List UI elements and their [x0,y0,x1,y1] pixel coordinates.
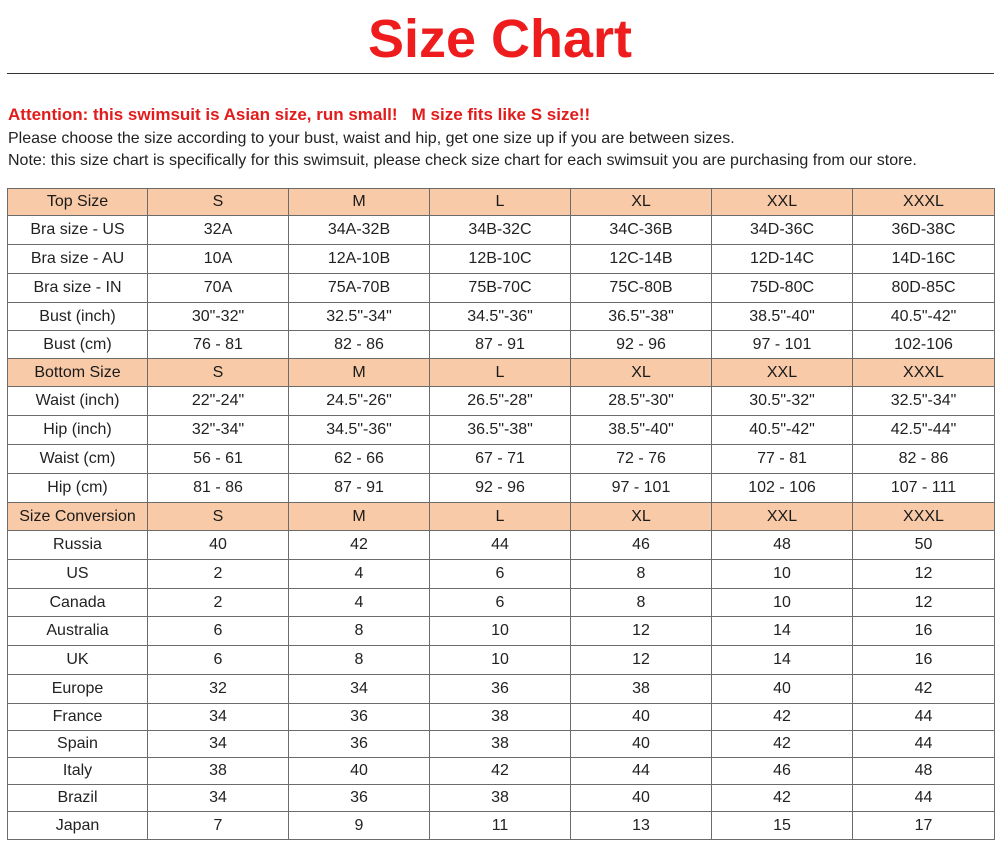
table-cell: 34B-32C [430,216,571,245]
table-cell: 6 [430,589,571,617]
table-cell: 6 [430,560,571,589]
table-cell: 2 [148,560,289,589]
row-label-cell: Waist (cm) [8,445,148,474]
table-cell: 38 [430,704,571,731]
table-row [8,216,995,245]
row-label-cell: US [8,560,148,589]
table-row [8,731,995,758]
table-cell: 10A [148,245,289,274]
table-cell: 4 [289,560,430,589]
table-row [8,245,995,274]
row-label-cell: Bra size - AU [8,245,148,274]
table-cell: 81 - 86 [148,474,289,503]
size-chart-table [7,188,995,840]
table-cell: 22"-24" [148,387,289,416]
table-row [8,758,995,785]
row-label-cell: Bra size - IN [8,274,148,303]
table-row [8,785,995,812]
table-cell: 75D-80C [712,274,853,303]
section-header-cell: Bottom Size [8,359,148,387]
table-cell: 102 - 106 [712,474,853,503]
table-cell: 13 [571,812,712,840]
table-cell: 44 [853,731,995,758]
table-cell: 30.5"-32" [712,387,853,416]
table-cell: 10 [712,589,853,617]
table-cell: 40 [571,785,712,812]
row-label-cell: Hip (cm) [8,474,148,503]
table-cell: 14 [712,617,853,646]
table-cell: 34A-32B [289,216,430,245]
row-label-cell: Australia [8,617,148,646]
size-header-cell: XXXL [853,189,995,216]
table-row [8,589,995,617]
table-cell: 82 - 86 [289,331,430,359]
table-cell: 34 [148,704,289,731]
table-row [8,560,995,589]
table-cell: 12A-10B [289,245,430,274]
row-label-cell: Europe [8,675,148,704]
table-cell: 75B-70C [430,274,571,303]
table-row [8,303,995,331]
size-header-cell: M [289,189,430,216]
table-cell: 38.5"-40" [571,416,712,445]
table-cell: 56 - 61 [148,445,289,474]
table-cell: 16 [853,646,995,675]
size-header-cell: L [430,189,571,216]
title-divider [7,73,994,74]
table-cell: 36 [289,704,430,731]
table-cell: 12 [853,560,995,589]
table-cell: 12D-14C [712,245,853,274]
table-cell: 34.5"-36" [289,416,430,445]
size-header-cell: XXL [712,189,853,216]
table-row [8,812,995,840]
table-cell: 36 [289,785,430,812]
table-cell: 92 - 96 [571,331,712,359]
table-cell: 15 [712,812,853,840]
table-cell: 10 [430,646,571,675]
table-cell: 10 [712,560,853,589]
section-header-cell: Size Conversion [8,503,148,531]
attention-notice: Attention: this swimsuit is Asian size, run small! M size fits like S size!! [8,105,591,124]
row-label-cell: Bust (cm) [8,331,148,359]
table-row [8,474,995,503]
table-cell: 34 [148,731,289,758]
size-header-cell: S [148,503,289,531]
size-header-cell: M [289,503,430,531]
table-cell: 76 - 81 [148,331,289,359]
table-cell: 97 - 101 [712,331,853,359]
table-cell: 67 - 71 [430,445,571,474]
table-cell: 12 [853,589,995,617]
table-cell: 46 [571,531,712,560]
table-cell: 50 [853,531,995,560]
table-header-row [8,189,995,216]
table-cell: 107 - 111 [853,474,995,503]
table-cell: 46 [712,758,853,785]
table-cell: 34 [148,785,289,812]
table-header-row [8,503,995,531]
row-label-cell: Russia [8,531,148,560]
size-header-cell: XXXL [853,359,995,387]
row-label-cell: Bra size - US [8,216,148,245]
table-cell: 36.5"-38" [430,416,571,445]
table-cell: 40 [148,531,289,560]
table-cell: 42.5"-44" [853,416,995,445]
table-cell: 26.5"-28" [430,387,571,416]
table-cell: 70A [148,274,289,303]
table-cell: 75A-70B [289,274,430,303]
table-cell: 44 [571,758,712,785]
table-cell: 42 [712,731,853,758]
size-header-cell: M [289,359,430,387]
table-cell: 40.5"-42" [712,416,853,445]
size-header-cell: XL [571,503,712,531]
table-row [8,387,995,416]
table-cell: 48 [853,758,995,785]
table-cell: 42 [289,531,430,560]
table-cell: 17 [853,812,995,840]
table-cell: 36D-38C [853,216,995,245]
row-label-cell: Bust (inch) [8,303,148,331]
table-cell: 32.5"-34" [289,303,430,331]
table-cell: 44 [430,531,571,560]
table-cell: 77 - 81 [712,445,853,474]
table-cell: 38 [430,731,571,758]
size-header-cell: XL [571,359,712,387]
table-cell: 32"-34" [148,416,289,445]
table-cell: 40 [712,675,853,704]
table-cell: 72 - 76 [571,445,712,474]
table-header-row [8,359,995,387]
row-label-cell: Italy [8,758,148,785]
table-row [8,274,995,303]
size-header-cell: XXL [712,359,853,387]
table-cell: 42 [853,675,995,704]
table-cell: 8 [571,589,712,617]
row-label-cell: Hip (inch) [8,416,148,445]
table-cell: 7 [148,812,289,840]
row-label-cell: Canada [8,589,148,617]
table-row [8,617,995,646]
table-cell: 82 - 86 [853,445,995,474]
table-cell: 80D-85C [853,274,995,303]
size-header-cell: XXXL [853,503,995,531]
table-cell: 14 [712,646,853,675]
size-chart-body [8,189,995,840]
table-row [8,445,995,474]
size-header-cell: L [430,503,571,531]
table-cell: 40.5"-42" [853,303,995,331]
table-cell: 38 [430,785,571,812]
table-cell: 28.5"-30" [571,387,712,416]
row-label-cell: Waist (inch) [8,387,148,416]
table-cell: 8 [289,617,430,646]
table-cell: 34C-36B [571,216,712,245]
table-cell: 44 [853,704,995,731]
table-cell: 34D-36C [712,216,853,245]
table-cell: 12 [571,646,712,675]
size-header-cell: XXL [712,503,853,531]
table-cell: 38.5"-40" [712,303,853,331]
row-label-cell: Spain [8,731,148,758]
size-header-cell: L [430,359,571,387]
row-label-cell: Brazil [8,785,148,812]
table-cell: 87 - 91 [289,474,430,503]
page-title: Size Chart [367,9,633,69]
table-cell: 12B-10C [430,245,571,274]
table-cell: 42 [430,758,571,785]
table-cell: 6 [148,646,289,675]
table-cell: 12 [571,617,712,646]
table-row [8,331,995,359]
section-header-cell: Top Size [8,189,148,216]
size-advice-note: Please choose the size according to your bust, waist and hip, get one size up if you are between sizes. [8,130,735,147]
table-cell: 62 - 66 [289,445,430,474]
table-cell: 40 [571,731,712,758]
size-header-cell: S [148,189,289,216]
size-header-cell: S [148,359,289,387]
row-label-cell: Japan [8,812,148,840]
table-cell: 6 [148,617,289,646]
table-cell: 32 [148,675,289,704]
table-cell: 36.5"-38" [571,303,712,331]
table-cell: 9 [289,812,430,840]
table-cell: 36 [430,675,571,704]
table-cell: 10 [430,617,571,646]
table-cell: 44 [853,785,995,812]
row-label-cell: France [8,704,148,731]
table-cell: 42 [712,785,853,812]
table-cell: 4 [289,589,430,617]
row-label-cell: UK [8,646,148,675]
table-cell: 97 - 101 [571,474,712,503]
table-row [8,646,995,675]
table-cell: 102-106 [853,331,995,359]
table-cell: 8 [289,646,430,675]
table-cell: 16 [853,617,995,646]
table-row [8,675,995,704]
table-cell: 2 [148,589,289,617]
size-chart-note: Note: this size chart is specifically for this swimsuit, please check size chart for each swimsuit you are purchasing from our store. [8,152,917,169]
table-cell: 38 [148,758,289,785]
table-cell: 34.5"-36" [430,303,571,331]
size-header-cell: XL [571,189,712,216]
table-cell: 32.5"-34" [853,387,995,416]
table-cell: 12C-14B [571,245,712,274]
table-cell: 38 [571,675,712,704]
table-cell: 40 [289,758,430,785]
table-cell: 40 [571,704,712,731]
table-cell: 11 [430,812,571,840]
table-cell: 24.5"-26" [289,387,430,416]
table-row [8,531,995,560]
table-cell: 8 [571,560,712,589]
table-cell: 30"-32" [148,303,289,331]
table-cell: 32A [148,216,289,245]
table-row [8,416,995,445]
table-cell: 48 [712,531,853,560]
table-cell: 75C-80B [571,274,712,303]
table-row [8,704,995,731]
table-cell: 34 [289,675,430,704]
table-cell: 36 [289,731,430,758]
table-cell: 42 [712,704,853,731]
table-cell: 92 - 96 [430,474,571,503]
table-cell: 14D-16C [853,245,995,274]
table-cell: 87 - 91 [430,331,571,359]
